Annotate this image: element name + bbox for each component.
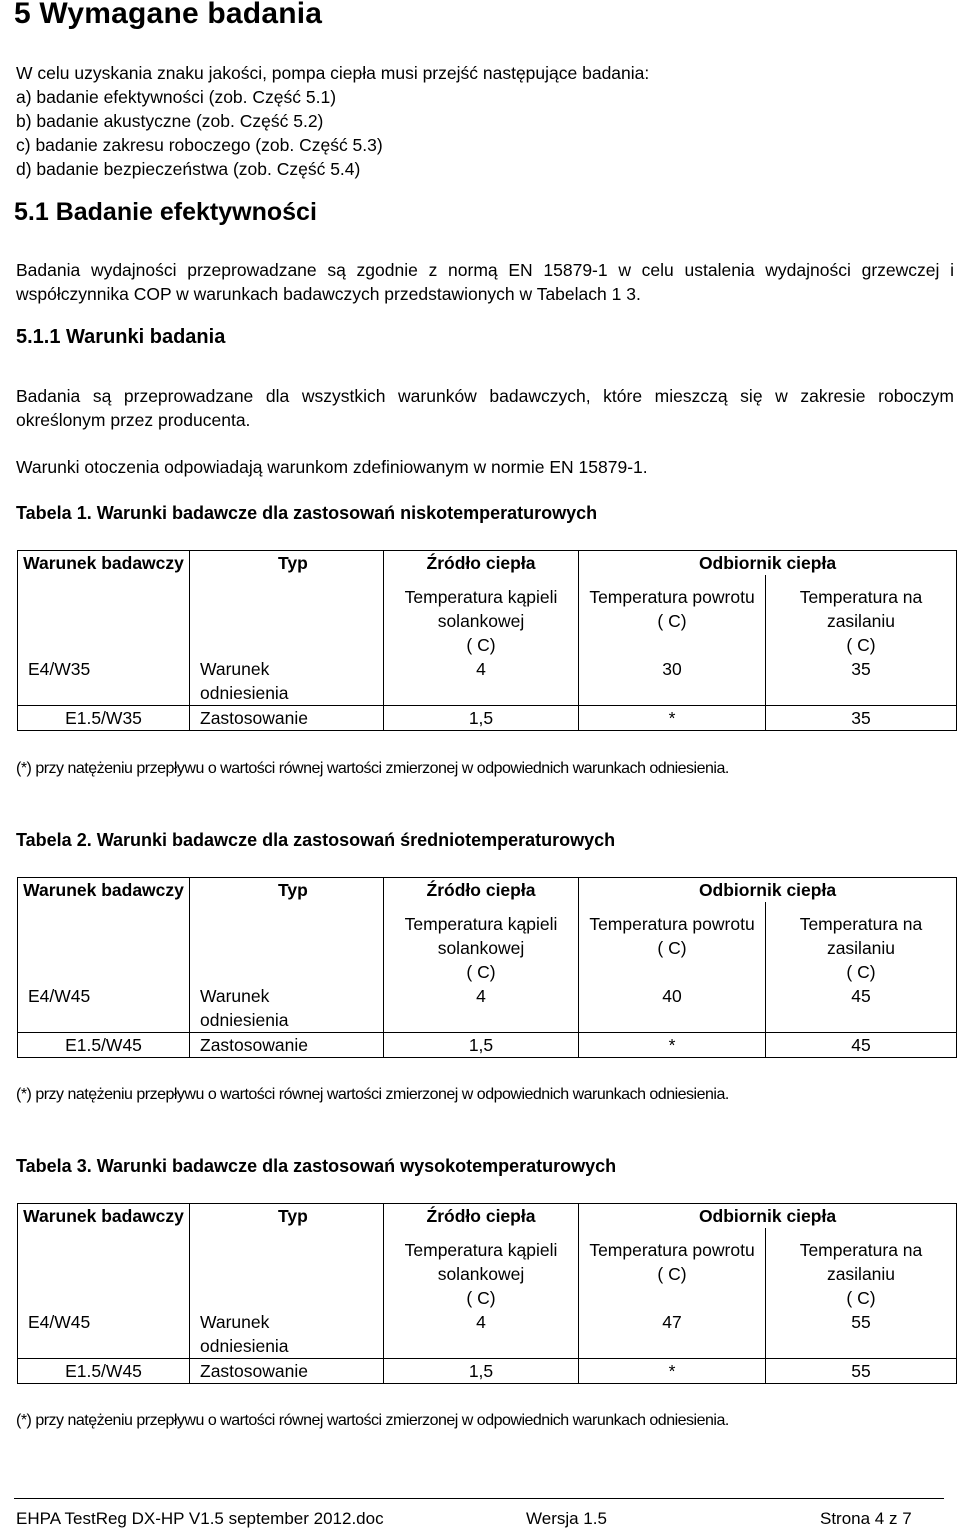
header-supply-temp: Temperatura na zasilaniu ( C) — [766, 585, 957, 657]
header-sink: Odbiornik ciepła — [579, 1204, 957, 1229]
header-condition: Warunek badawczy — [18, 1204, 190, 1229]
subsection-heading: 5.1 Badanie efektywności — [14, 198, 317, 226]
table-caption: Tabela 3. Warunki badawcze dla zastosowań wysokotemperaturowych — [16, 1156, 617, 1176]
intro-item: a) badanie efektywności (zob. Część 5.1) — [16, 87, 337, 107]
section-heading: 5 Wymagane badania — [14, 0, 323, 30]
header-sink: Odbiornik ciepła — [579, 878, 957, 903]
header-condition: Warunek badawczy — [18, 878, 190, 903]
header-source: Źródło ciepła — [384, 878, 579, 903]
footer-divider — [14, 1498, 944, 1499]
table-row: E4/W35 Warunek odniesienia 4 30 35 — [18, 657, 957, 706]
intro-item: c) badanie zakresu roboczego (zob. Część 5.3) — [16, 135, 383, 155]
intro-block — [16, 61, 649, 181]
intro-lead: W celu uzyskania znaku jakości, pompa ciepła musi przejść następujące badania: — [16, 63, 650, 83]
conditions-paragraph: Badania są przeprowadzane dla wszystkich warunków badawczych, które mieszczą się w zakresie roboczym określonym przez producenta. — [16, 386, 954, 430]
table-row: E4/W45 Warunek odniesienia 4 47 55 — [18, 1310, 957, 1359]
subsubsection-heading: 5.1.1 Warunki badania — [16, 326, 226, 348]
footer-filename: EHPA TestReg DX-HP V1.5 september 2012.doc — [16, 1509, 384, 1528]
table-caption: Tabela 1. Warunki badawcze dla zastosowań niskotemperaturowych — [16, 503, 598, 523]
header-brine-temp: Temperatura kąpieli solankowej ( C) — [384, 585, 579, 657]
header-source: Źródło ciepła — [384, 1204, 579, 1229]
footer-page-number: Strona 4 z 7 — [820, 1509, 912, 1528]
table-row: E1.5/W35 Zastosowanie 1,5 * 35 — [18, 706, 957, 731]
header-brine-temp: Temperatura kąpieli solankowej ( C) — [384, 1238, 579, 1310]
table-row: E4/W45 Warunek odniesienia 4 40 45 — [18, 984, 957, 1033]
header-type: Typ — [190, 551, 384, 576]
table-note: (*) przy natężeniu przepływu o wartości równej wartości zmierzonej w odpowiednich warunkach odniesienia. — [16, 1412, 729, 1429]
header-supply-temp: Temperatura na zasilaniu ( C) — [766, 1238, 957, 1310]
intro-item: b) badanie akustyczne (zob. Część 5.2) — [16, 111, 324, 131]
table-caption: Tabela 2. Warunki badawcze dla zastosowań średniotemperaturowych — [16, 830, 616, 850]
header-sink: Odbiornik ciepła — [579, 551, 957, 576]
header-condition: Warunek badawczy — [18, 551, 190, 576]
header-source: Źródło ciepła — [384, 551, 579, 576]
header-brine-temp: Temperatura kąpieli solankowej ( C) — [384, 912, 579, 984]
table-row: E1.5/W45 Zastosowanie 1,5 * 55 — [18, 1359, 957, 1384]
intro-item: d) badanie bezpieczeństwa (zob. Część 5.4) — [16, 159, 361, 179]
table-note: (*) przy natężeniu przepływu o wartości równej wartości zmierzonej w odpowiednich warunkach odniesienia. — [16, 760, 729, 777]
header-return-temp: Temperatura powrotu ( C) — [579, 912, 766, 984]
table-note: (*) przy natężeniu przepływu o wartości równej wartości zmierzonej w odpowiednich warunkach odniesienia. — [16, 1086, 729, 1103]
header-type: Typ — [190, 878, 384, 903]
test-conditions-table — [17, 877, 957, 1058]
test-conditions-table — [17, 1203, 957, 1384]
test-conditions-table — [17, 550, 957, 731]
footer-version: Wersja 1.5 — [526, 1509, 607, 1528]
ambient-paragraph: Warunki otoczenia odpowiadają warunkom zdefiniowanym w normie EN 15879-1. — [16, 457, 648, 477]
efficiency-paragraph: Badania wydajności przeprowadzane są zgodnie z normą EN 15879-1 w celu ustalenia wydajności grzewczej i współczynnika COP w warunkach badawczych przedstawionych w Tabelach 1 3. — [16, 260, 954, 304]
header-supply-temp: Temperatura na zasilaniu ( C) — [766, 912, 957, 984]
table-row: E1.5/W45 Zastosowanie 1,5 * 45 — [18, 1033, 957, 1058]
header-return-temp: Temperatura powrotu ( C) — [579, 1238, 766, 1310]
header-return-temp: Temperatura powrotu ( C) — [579, 585, 766, 657]
header-type: Typ — [190, 1204, 384, 1229]
